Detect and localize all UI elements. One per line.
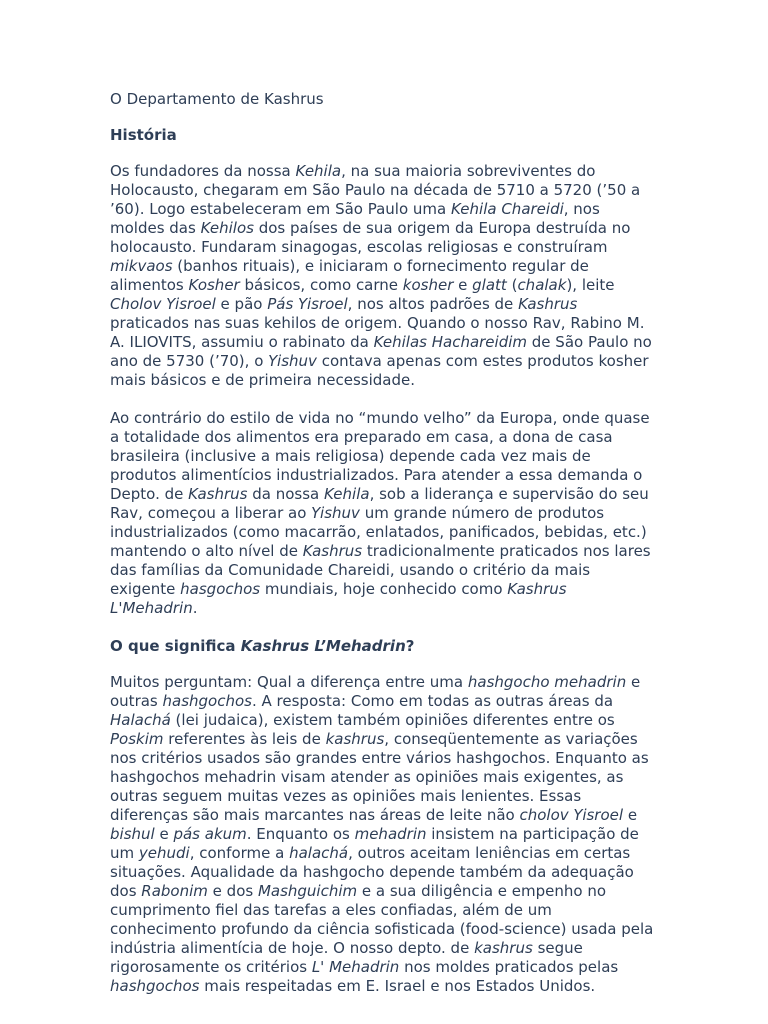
italic-term: Kashrus L’Mehadrin <box>240 637 406 655</box>
italic-term: chalak <box>517 276 567 294</box>
text-run: , nos altos padrões de <box>347 295 519 313</box>
italic-term: kashrus <box>325 730 385 748</box>
text-run: mundiais, hoje conhecido como <box>260 580 508 598</box>
text-run: ), leite <box>566 276 615 294</box>
italic-term: halachá <box>289 844 349 862</box>
text-run: ? <box>405 637 415 655</box>
italic-term: yehudi <box>138 844 190 862</box>
text-run: O que significa <box>110 637 241 655</box>
italic-term: Kehila <box>295 162 342 180</box>
italic-term: Kashrus <box>518 295 578 313</box>
text-run: , conseqüentemente as variações nos critérios usados são grandes entre vários hashgochos. Enquanto as hashgochos mehadrin visam atender as opiniões mais exigentes, as outras seguem muitas vezes as opiniões mais lenientes. Essas diferenças são mais marcantes nas áreas de leite não <box>110 730 649 824</box>
italic-term: Poskim <box>110 730 164 748</box>
italic-term: hasgochos <box>180 580 261 598</box>
italic-term: hashgochos <box>110 977 200 995</box>
section-heading-mehadrin <box>110 637 658 656</box>
italic-term: Kehila Chareidi <box>451 200 564 218</box>
text-run: da nossa <box>247 485 324 503</box>
italic-term: kashrus <box>474 939 533 957</box>
italic-term: Rabonim <box>141 882 208 900</box>
text-run: referentes às leis de <box>163 730 326 748</box>
text-run: e outras <box>110 673 641 710</box>
italic-term: Cholov Yisroel <box>110 295 216 313</box>
italic-term: kosher <box>402 276 454 294</box>
italic-term: mikvaos <box>110 257 173 275</box>
text-run: , na sua maioria sobreviventes do Holocausto, chegaram em São Paulo na década de 5710 a 5720 (’50 a ’60). Logo estabeleceram em São Paulo uma <box>110 162 641 218</box>
italic-term: Kashrus L'Mehadrin <box>110 580 567 617</box>
italic-term: glatt <box>472 276 507 294</box>
italic-term: pás akum <box>173 825 247 843</box>
text-run: praticados nas suas kehilos de origem. Quando o nosso Rav, Rabino M. A. ILIOVITS, assumiu o rabinato da <box>110 314 645 351</box>
text-run: . Enquanto os <box>246 825 355 843</box>
text-run: e pão <box>215 295 268 313</box>
italic-term: Kashrus <box>188 485 248 503</box>
italic-term: Kehilas Hachareidim <box>373 333 528 351</box>
italic-term: L' Mehadrin <box>311 958 400 976</box>
history-heading: História <box>110 126 177 144</box>
italic-term: Kehila <box>324 485 370 503</box>
text-run: . <box>192 599 198 617</box>
italic-term: bishul <box>110 825 155 843</box>
text-run: insistem na participação de um <box>110 825 639 862</box>
text-run: de São Paulo no ano de 5730 (’70), o <box>110 333 652 370</box>
italic-term: Kosher <box>188 276 240 294</box>
text-run: e <box>623 806 638 824</box>
paragraph-1 <box>110 162 658 390</box>
text-run: e <box>154 825 174 843</box>
text-run: (lei judaica), existem também opiniões diferentes entre os <box>170 711 615 729</box>
italic-term: Pás Yisroel <box>267 295 348 313</box>
text-run: dos países de sua origem da Europa destruída no holocausto. Fundaram sinagogas, escolas religiosas e construíram <box>110 219 631 256</box>
text-run: Os fundadores da nossa <box>110 162 296 180</box>
text-run: . A resposta: Como em todas as outras áreas da <box>251 692 614 710</box>
text-run: e dos <box>207 882 258 900</box>
text-run: contava apenas com estes produtos kosher mais básicos e de primeira necessidade. <box>110 352 649 389</box>
text-run: segue rigorosamente os critérios <box>110 939 583 976</box>
italic-term: hashgocho mehadrin <box>467 673 627 691</box>
italic-term: Yishuv <box>311 504 360 522</box>
text-run: (banhos rituais), e iniciaram o fornecimento regular de alimentos <box>110 257 589 294</box>
paragraph-3 <box>110 673 658 996</box>
text-run: ( <box>506 276 518 294</box>
text-run: , outros aceitam leniências em certas situações. Aqualidade da hashgocho depende também da adequação dos <box>110 844 634 900</box>
paragraph-2 <box>110 409 658 618</box>
text-run: e a sua diligência e empenho no cumprimento fiel das tarefas a eles confiadas, além de um conhecimento profundo da ciência sofisticada (food-science) usada pela indústria alimentícia de hoje. O nosso depto. de <box>110 882 654 957</box>
italic-term: cholov Yisroel <box>519 806 624 824</box>
italic-term: Halachá <box>110 711 171 729</box>
text-run: mais respeitadas em E. Israel e nos Estados Unidos. <box>199 977 596 995</box>
document-page <box>110 90 658 1015</box>
text-run: Muitos perguntam: Qual a diferença entre uma <box>110 673 468 691</box>
text-run: , sob a liderança e supervisão do seu Rav, começou a liberar ao <box>110 485 649 522</box>
text-run: e <box>453 276 473 294</box>
text-run: tradicionalmente praticados nos lares das famílias da Comunidade Chareidi, usando o critério da mais exigente <box>110 542 651 598</box>
text-run: , nos moldes das <box>110 200 600 237</box>
italic-term: mehadrin <box>354 825 427 843</box>
italic-term: Kehilos <box>200 219 254 237</box>
document-title: O Departamento de Kashrus <box>110 90 324 108</box>
text-run: nos moldes praticados pelas <box>399 958 619 976</box>
italic-term: Kashrus <box>302 542 363 560</box>
text-run: um grande número de produtos industrializados (como macarrão, enlatados, panificados, bebidas, etc.) mantendo o alto nível de <box>110 504 647 560</box>
text-run: básicos, como carne <box>239 276 403 294</box>
italic-term: hashgochos <box>162 692 252 710</box>
italic-term: Mashguichim <box>257 882 358 900</box>
text-run: Ao contrário do estilo de vida no “mundo velho” da Europa, onde quase a totalidade dos alimentos era preparado em casa, a dona de casa brasileira (inclusive a mais religiosa) depende cada vez mais de produtos alimentícios industrializados. Para atender a essa demanda o Depto. de <box>110 409 650 503</box>
italic-term: Yishuv <box>268 352 317 370</box>
text-run: , conforme a <box>189 844 290 862</box>
